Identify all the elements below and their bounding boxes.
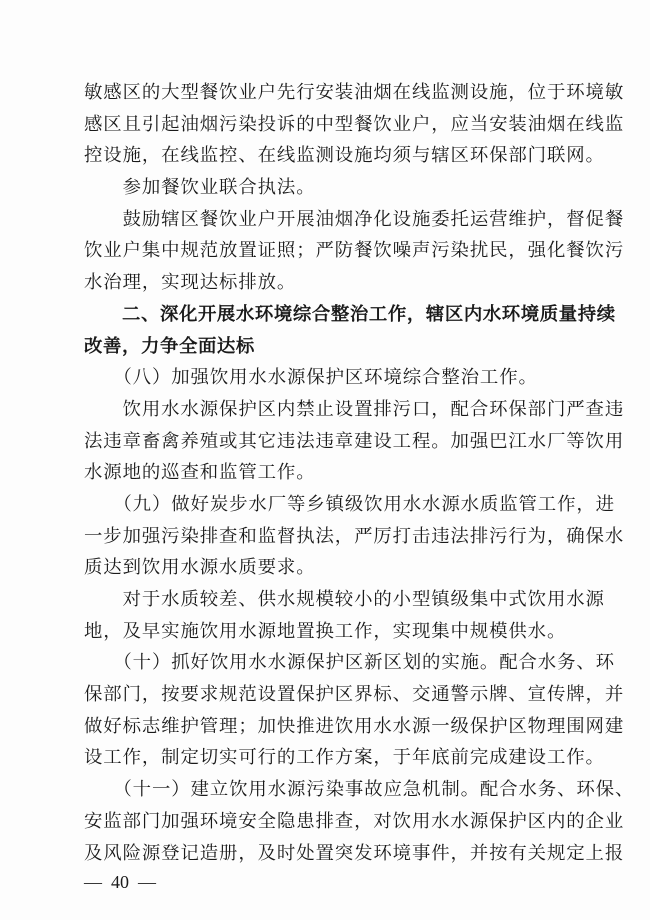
text-line: 质达到饮用水源水质要求。 [84, 557, 316, 579]
text-line: 对于水质较差、供水规模较小的小型镇级集中式饮用水源 [84, 589, 605, 610]
text-line: 感区且引起油烟污染投诉的中型餐饮业户，应当安装油烟在线监 [84, 113, 625, 135]
text-line: 参加餐饮业联合执法。 [84, 177, 316, 199]
text-line: 地，及早实施饮用水源地置换工作，实现集中规模供水。 [84, 620, 567, 642]
text-line: 饮业户集中规范放置证照；严防餐饮噪声污染扰民，强化餐饮污 [84, 240, 625, 262]
section-heading-line: 改善，力争全面达标 [84, 335, 255, 357]
subsection-heading-line: （十一）建立饮用水源污染事故应急机制。配合水务、环保、 [84, 779, 635, 801]
text-line: 一步加强污染排查和监督执法，严厉打击违法排污行为，确保水 [84, 525, 625, 547]
text-line: 饮用水水源保护区内禁止设置排污口，配合环保部门严查违 [84, 398, 625, 420]
page-number: — 40 — [84, 872, 156, 892]
text-line: 保部门，按要求规范设置保护区界标、交通警示牌、宣传牌，并 [84, 684, 625, 706]
text-line: 法违章畜禽养殖或其它违法违章建设工程。加强巴江水厂等饮用 [84, 430, 625, 452]
text-line: 及风险源登记造册，及时处置突发环境事件，并按有关规定上报 [84, 842, 625, 864]
text-line: 做好标志维护管理；加快推进饮用水水源一级保护区物理围网建 [84, 715, 625, 737]
subsection-heading-line: （八）加强饮用水水源保护区环境综合整治工作。 [84, 367, 538, 389]
text-line: 控设施，在线监控、在线监测设施均须与辖区环保部门联网。 [84, 145, 605, 167]
document-body [84, 77, 635, 869]
text-line: 水治理，实现达标排放。 [84, 272, 297, 294]
text-line: 鼓励辖区餐饮业户开展油烟净化设施委托运营维护，督促餐 [84, 208, 625, 230]
text-line: 设工作，制定切实可行的工作方案，于年底前完成建设工作。 [84, 747, 605, 769]
subsection-heading-line: （十）抓好饮用水水源保护区新区划的实施。配合水务、环 [84, 652, 615, 674]
section-heading-line: 二、深化开展水环境综合整治工作，辖区内水环境质量持续 [84, 303, 616, 325]
text-line: 水源地的巡查和监管工作。 [84, 462, 316, 484]
text-line: 敏感区的大型餐饮业户先行安装油烟在线监测设施，位于环境敏 [84, 82, 625, 103]
text-line: 安监部门加强环境安全隐患排查，对饮用水水源保护区内的企业 [84, 810, 625, 832]
subsection-heading-line: （九）做好炭步水厂等乡镇级饮用水水源水质监管工作，进 [84, 493, 615, 515]
